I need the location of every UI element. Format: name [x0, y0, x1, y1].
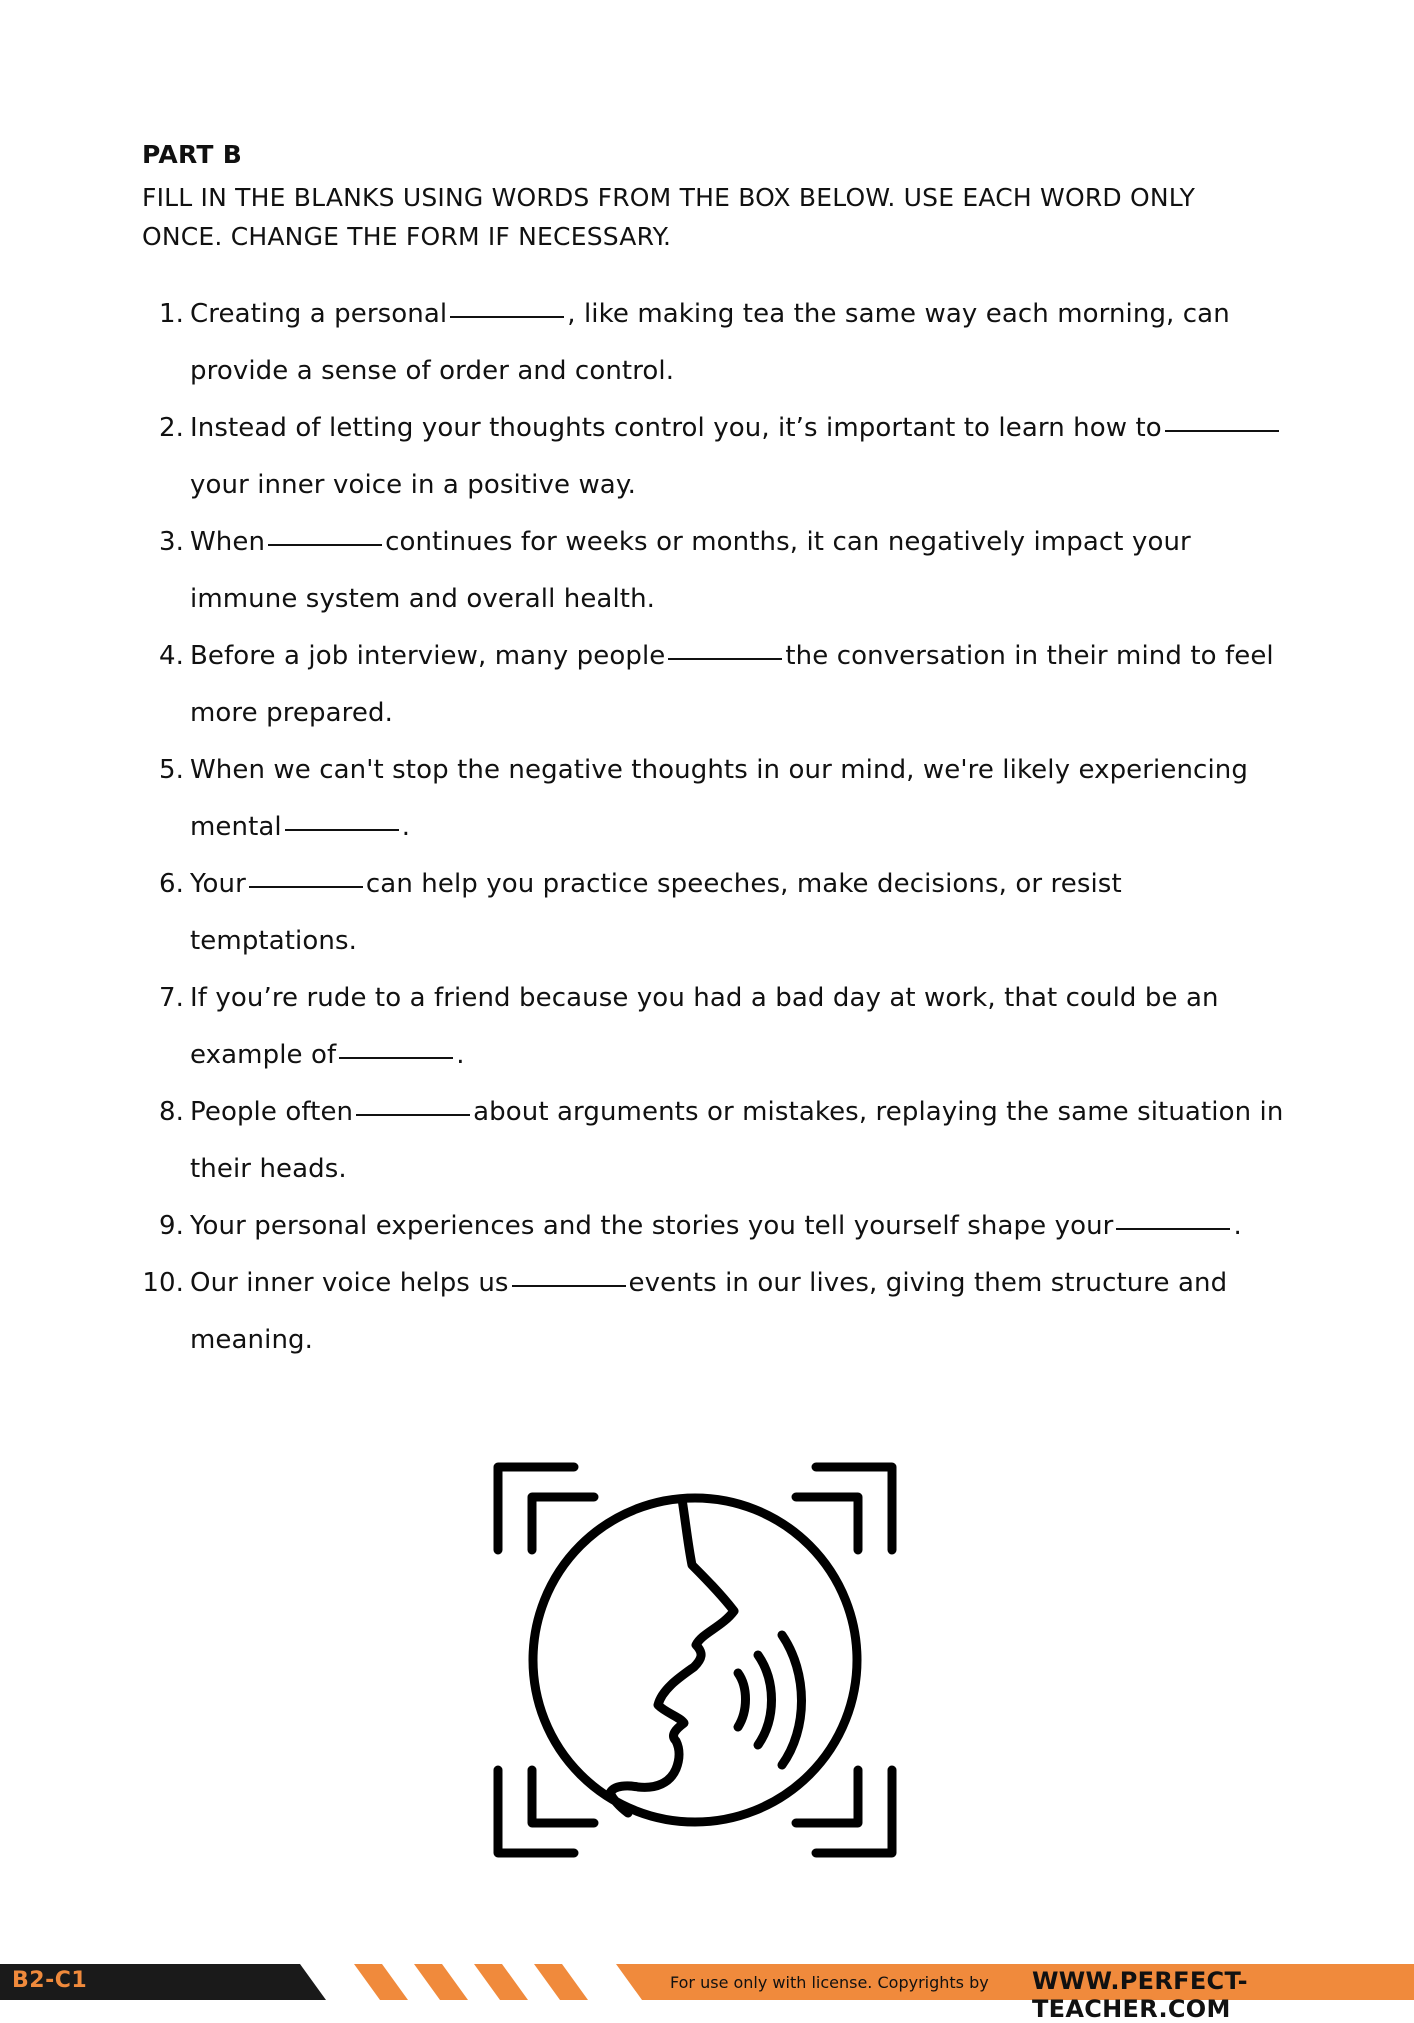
question-item — [142, 970, 1292, 1084]
question-text-after: your inner voice in a positive way. — [190, 470, 636, 500]
question-number: 2. — [158, 413, 184, 443]
question-number: 9. — [158, 1211, 184, 1241]
question-text-after: continues for weeks or months, it can negatively impact your immune system and overall health. — [190, 527, 1191, 614]
question-number: 10. — [142, 1268, 184, 1298]
question-number: 8. — [158, 1097, 184, 1127]
voice-recognition-icon — [490, 1455, 900, 1865]
question-text-before: Your personal experiences and the stories you tell yourself shape your — [190, 1211, 1114, 1241]
license-notice: For use only with license. Copyrights by — [670, 1973, 989, 1992]
footer-bar — [0, 1964, 1414, 2023]
question-text-before: Creating a personal — [190, 299, 448, 329]
question-text-before: Instead of letting your thoughts control you, it’s important to learn how to — [190, 413, 1162, 443]
answer-blank[interactable] — [249, 886, 363, 888]
question-text-before: Your — [190, 869, 246, 899]
question-text-after: . — [456, 1040, 465, 1070]
question-item — [142, 1084, 1292, 1198]
answer-blank[interactable] — [450, 316, 564, 318]
answer-blank[interactable] — [512, 1285, 626, 1287]
answer-blank[interactable] — [356, 1114, 470, 1116]
question-text-after: , like making tea the same way each morning, can provide a sense of order and control. — [190, 299, 1230, 386]
question-item — [142, 1198, 1292, 1255]
answer-blank[interactable] — [1165, 430, 1279, 432]
question-text-before: People often — [190, 1097, 354, 1127]
instructions: FILL IN THE BLANKS USING WORDS FROM THE BOX BELOW. USE EACH WORD ONLY ONCE. CHANGE THE FORM IF NECESSARY. — [142, 183, 1196, 251]
question-number: 6. — [158, 869, 184, 899]
question-text-before: When we can't stop the negative thoughts in our mind, we're likely experiencing mental — [190, 755, 1248, 842]
question-text-after: events in our lives, giving them structure and meaning. — [190, 1268, 1228, 1355]
answer-blank[interactable] — [1116, 1228, 1230, 1230]
question-number: 3. — [158, 527, 184, 557]
answer-blank[interactable] — [268, 544, 382, 546]
question-item — [142, 1255, 1292, 1369]
question-text-after: . — [1233, 1211, 1242, 1241]
question-number: 4. — [158, 641, 184, 671]
question-text-after: . — [401, 812, 411, 842]
level-badge: B2-C1 — [12, 1968, 88, 1993]
part-title: PART B — [142, 140, 243, 169]
question-text-before: When — [190, 527, 266, 557]
question-number: 5. — [158, 755, 184, 785]
answer-blank[interactable] — [668, 658, 782, 660]
question-number: 7. — [158, 983, 184, 1013]
question-item — [142, 514, 1292, 628]
website-link[interactable]: WWW.PERFECT-TEACHER.COM — [1032, 1967, 1248, 2023]
question-number: 1. — [158, 299, 184, 329]
question-text-after: can help you practice speeches, make decisions, or resist temptations. — [190, 869, 1122, 956]
answer-blank[interactable] — [339, 1057, 453, 1059]
answer-blank[interactable] — [285, 829, 399, 831]
question-item — [142, 286, 1292, 400]
question-text-before: If you’re rude to a friend because you had a bad day at work, that could be an example of — [190, 983, 1219, 1070]
question-text-after: the conversation in their mind to feel more prepared. — [190, 641, 1274, 728]
question-item — [142, 628, 1292, 742]
question-item — [142, 742, 1292, 856]
question-text-before: Before a job interview, many people — [190, 641, 666, 671]
question-text-after: about arguments or mistakes, replaying the same situation in their heads. — [190, 1097, 1284, 1184]
question-list — [142, 286, 1292, 1369]
question-item — [142, 856, 1292, 970]
question-item — [142, 400, 1292, 514]
question-text-before: Our inner voice helps us — [190, 1268, 509, 1298]
